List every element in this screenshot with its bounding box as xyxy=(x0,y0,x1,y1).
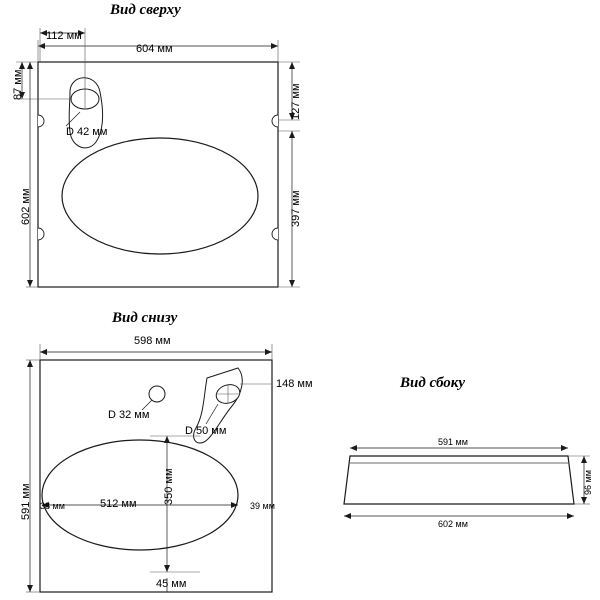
dim-label-598: 598 мм xyxy=(134,335,171,347)
dim-label-112: 112 мм xyxy=(46,30,82,42)
dim-label-87: 87 мм xyxy=(12,69,24,100)
dim-591s-arrow-left xyxy=(350,445,357,451)
side-view-title: Вид сбоку xyxy=(400,375,466,391)
dim-label-350: 350 мм xyxy=(163,468,175,505)
dim-label-602-side: 602 мм xyxy=(438,519,468,529)
dim-label-d50: D 50 мм xyxy=(185,425,227,437)
dim-96-arrow-bottom xyxy=(581,497,587,504)
dim-602s-arrow-right xyxy=(567,513,574,519)
dim-label-397: 397 мм xyxy=(290,190,302,227)
dim-label-45: 45 мм xyxy=(156,578,187,590)
dim-label-127: 127 мм xyxy=(290,83,302,120)
bottom-view-title: Вид снизу xyxy=(112,310,178,326)
dim-602s-arrow-left xyxy=(344,513,351,519)
top-view-title: Вид сверху xyxy=(110,2,181,18)
dim-label-512: 512 мм xyxy=(100,498,137,510)
dim-label-604: 604 мм xyxy=(136,43,173,55)
dim-label-591-side: 591 мм xyxy=(438,437,468,447)
dim-96-arrow-top xyxy=(581,456,587,463)
dim-label-d42: D 42 мм xyxy=(66,126,108,138)
dim-label-d32: D 32 мм xyxy=(108,409,150,421)
dim-label-591-bottom: 591 мм xyxy=(20,483,32,520)
dim-label-39: 39 мм xyxy=(250,501,275,511)
dim-591s-arrow-right xyxy=(561,445,568,451)
dim-label-38: 38 мм xyxy=(40,501,65,511)
dim-label-96: 96 мм xyxy=(583,470,593,495)
dim-label-602: 602 мм xyxy=(20,188,32,225)
dim-label-148: 148 мм xyxy=(276,378,313,390)
